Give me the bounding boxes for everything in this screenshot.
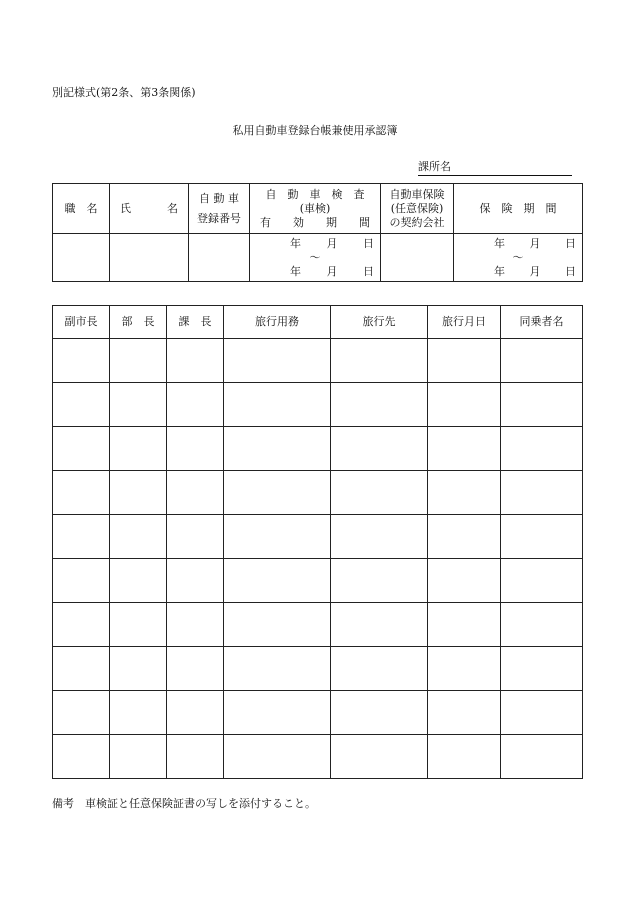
travel-purpose-cell[interactable] xyxy=(224,647,331,691)
passengers-cell[interactable] xyxy=(501,339,583,383)
insurance-start-day: 日 xyxy=(565,236,576,250)
department-head-cell[interactable] xyxy=(110,427,167,471)
travel-date-cell[interactable] xyxy=(428,559,501,603)
section-chief-cell[interactable] xyxy=(167,515,224,559)
travel-purpose-cell[interactable] xyxy=(224,339,331,383)
name-header xyxy=(110,184,189,234)
table-row xyxy=(53,691,583,735)
passengers-cell[interactable] xyxy=(501,427,583,471)
passengers-cell[interactable] xyxy=(501,559,583,603)
department-head-cell[interactable] xyxy=(110,735,167,779)
table-row xyxy=(53,603,583,647)
insurance-start-month: 月 xyxy=(529,236,541,250)
inspection-period-cell[interactable] xyxy=(250,234,381,282)
destination-cell[interactable] xyxy=(331,735,428,779)
inspection-end-month: 月 xyxy=(326,264,338,278)
vice-mayor-cell[interactable] xyxy=(53,427,110,471)
inspection-start-month: 月 xyxy=(326,236,338,250)
inspection-header-line3: 有 効 期 間 xyxy=(260,215,370,229)
insurance-tilde: 〜 xyxy=(512,250,524,264)
table-row xyxy=(53,427,583,471)
department-head-cell[interactable] xyxy=(110,471,167,515)
insurance-period-cell[interactable] xyxy=(454,234,583,282)
passengers-cell[interactable] xyxy=(501,647,583,691)
header-travel-date: 旅行月日 xyxy=(428,306,501,339)
destination-cell[interactable] xyxy=(331,559,428,603)
header-passengers: 同乗者名 xyxy=(501,306,583,339)
travel-date-cell[interactable] xyxy=(428,735,501,779)
insurance-end-year: 年 xyxy=(494,264,505,278)
travel-purpose-cell[interactable] xyxy=(224,559,331,603)
header-vice-mayor: 副市長 xyxy=(53,306,110,339)
registration-table xyxy=(52,183,583,282)
destination-cell[interactable] xyxy=(331,647,428,691)
department-head-cell[interactable] xyxy=(110,339,167,383)
inspection-start-day: 日 xyxy=(363,236,374,250)
header-destination: 旅行先 xyxy=(331,306,428,339)
vice-mayor-cell[interactable] xyxy=(53,647,110,691)
destination-cell[interactable] xyxy=(331,427,428,471)
passengers-cell[interactable] xyxy=(501,383,583,427)
section-chief-cell[interactable] xyxy=(167,383,224,427)
table-row xyxy=(53,339,583,383)
travel-purpose-cell[interactable] xyxy=(224,735,331,779)
travel-date-cell[interactable] xyxy=(428,603,501,647)
passengers-cell[interactable] xyxy=(501,603,583,647)
inspection-start-year: 年 xyxy=(290,236,301,250)
department-head-cell[interactable] xyxy=(110,691,167,735)
section-chief-cell[interactable] xyxy=(167,471,224,515)
inspection-tilde: 〜 xyxy=(309,250,321,264)
table-row xyxy=(53,559,583,603)
section-chief-cell[interactable] xyxy=(167,559,224,603)
section-chief-cell[interactable] xyxy=(167,427,224,471)
destination-cell[interactable] xyxy=(331,471,428,515)
travel-date-cell[interactable] xyxy=(428,515,501,559)
name-header-part-a: 氏 xyxy=(120,201,131,215)
form-reference: 別記様式(第2条、第3条関係) xyxy=(52,86,196,99)
travel-purpose-cell[interactable] xyxy=(224,383,331,427)
remarks-note: 備考 車検証と任意保険証書の写しを添付すること。 xyxy=(52,797,316,810)
insurance-end-month: 月 xyxy=(529,264,541,278)
travel-purpose-cell[interactable] xyxy=(224,471,331,515)
department-head-cell[interactable] xyxy=(110,559,167,603)
vice-mayor-cell[interactable] xyxy=(53,515,110,559)
section-chief-cell[interactable] xyxy=(167,603,224,647)
vice-mayor-cell[interactable] xyxy=(53,339,110,383)
department-head-cell[interactable] xyxy=(110,515,167,559)
destination-cell[interactable] xyxy=(331,603,428,647)
table-row xyxy=(53,735,583,779)
section-chief-cell[interactable] xyxy=(167,735,224,779)
inspection-end-year: 年 xyxy=(290,264,301,278)
travel-purpose-cell[interactable] xyxy=(224,691,331,735)
insurance-end-day: 日 xyxy=(565,264,576,278)
table-row xyxy=(53,515,583,559)
inspection-validity-header xyxy=(250,184,381,234)
table-row xyxy=(53,383,583,427)
document-title: 私用自動車登録台帳兼使用承認簿 xyxy=(232,124,398,137)
vice-mayor-cell[interactable] xyxy=(53,735,110,779)
header-department-head: 部 長 xyxy=(110,306,167,339)
travel-date-cell[interactable] xyxy=(428,647,501,691)
department-head-cell[interactable] xyxy=(110,647,167,691)
vice-mayor-cell[interactable] xyxy=(53,471,110,515)
department-head-cell[interactable] xyxy=(110,603,167,647)
travel-date-cell[interactable] xyxy=(428,339,501,383)
inspection-end-day: 日 xyxy=(363,264,374,278)
vehicle-registration-header-line1: 自 動 車 xyxy=(199,191,239,205)
travel-date-cell[interactable] xyxy=(428,427,501,471)
destination-cell[interactable] xyxy=(331,515,428,559)
passengers-cell[interactable] xyxy=(501,471,583,515)
table-row xyxy=(53,471,583,515)
travel-purpose-cell[interactable] xyxy=(224,603,331,647)
job-title-header: 職 名 xyxy=(53,184,110,234)
inspection-header-line1: 自 動 車 検 査 xyxy=(265,187,365,201)
section-chief-cell[interactable] xyxy=(167,691,224,735)
name-header-part-b: 名 xyxy=(167,201,178,215)
inspection-header-line2: (車検) xyxy=(299,201,331,215)
table-row xyxy=(53,647,583,691)
vice-mayor-cell[interactable] xyxy=(53,559,110,603)
section-chief-cell[interactable] xyxy=(167,339,224,383)
department-label: 課所名 xyxy=(418,160,451,173)
vice-mayor-cell[interactable] xyxy=(53,691,110,735)
header-section-chief: 課 長 xyxy=(167,306,224,339)
insurance-header-line3: の契約会社 xyxy=(389,215,445,229)
job-title-cell[interactable] xyxy=(53,234,110,282)
travel-purpose-cell[interactable] xyxy=(224,515,331,559)
insurance-company-cell[interactable] xyxy=(381,234,454,282)
section-chief-cell[interactable] xyxy=(167,647,224,691)
destination-cell[interactable] xyxy=(331,383,428,427)
insurance-period-header: 保 険 期 間 xyxy=(454,184,583,234)
insurance-start-year: 年 xyxy=(494,236,505,250)
passengers-cell[interactable] xyxy=(501,691,583,735)
usage-approval-table xyxy=(52,305,583,779)
travel-date-cell[interactable] xyxy=(428,691,501,735)
vehicle-registration-header-line2: 登録番号 xyxy=(197,211,241,225)
department-field[interactable] xyxy=(418,160,572,176)
insurance-header-line1: 自動車保険 xyxy=(389,187,445,201)
travel-date-cell[interactable] xyxy=(428,383,501,427)
destination-cell[interactable] xyxy=(331,691,428,735)
passengers-cell[interactable] xyxy=(501,515,583,559)
vice-mayor-cell[interactable] xyxy=(53,603,110,647)
name-cell[interactable] xyxy=(110,234,189,282)
passengers-cell[interactable] xyxy=(501,735,583,779)
travel-date-cell[interactable] xyxy=(428,471,501,515)
vehicle-registration-header xyxy=(189,184,250,234)
travel-purpose-cell[interactable] xyxy=(224,427,331,471)
registration-number-cell[interactable] xyxy=(189,234,250,282)
header-travel-purpose: 旅行用務 xyxy=(224,306,331,339)
insurance-company-header xyxy=(381,184,454,234)
insurance-header-line2: (任意保険) xyxy=(390,201,444,215)
department-head-cell[interactable] xyxy=(110,383,167,427)
destination-cell[interactable] xyxy=(331,339,428,383)
vice-mayor-cell[interactable] xyxy=(53,383,110,427)
